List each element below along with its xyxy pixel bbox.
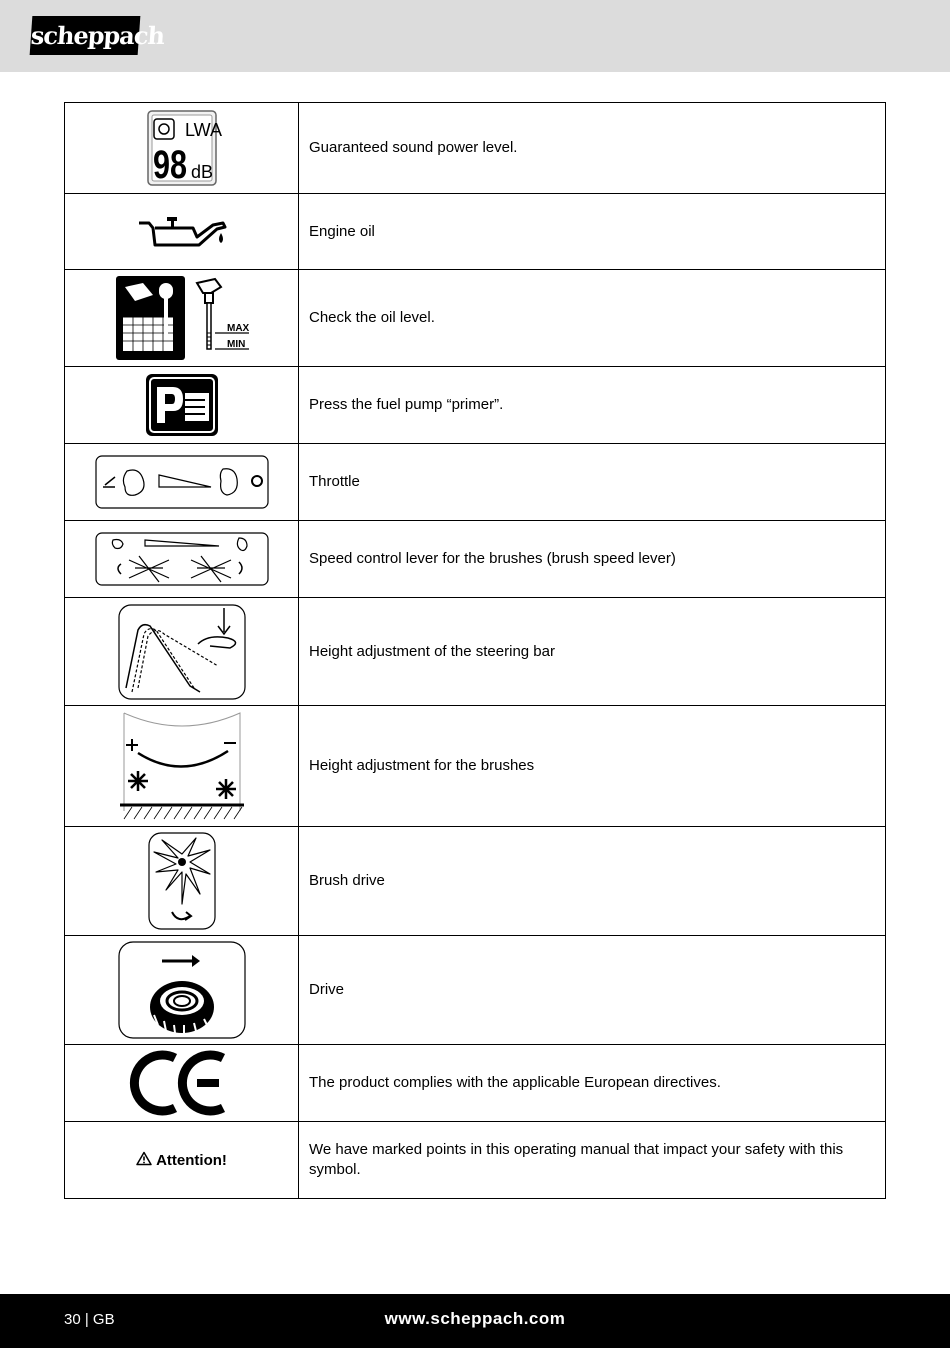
- page-number: 30 | GB: [64, 1311, 115, 1328]
- symbol-description: Engine oil: [299, 194, 886, 270]
- table-row: [65, 444, 886, 521]
- table-row: [65, 103, 886, 194]
- symbol-description: Press the fuel pump “primer”.: [299, 367, 886, 444]
- sound-unit: dB: [190, 162, 213, 182]
- table-row: [65, 936, 886, 1045]
- brush-drive-icon: [148, 832, 216, 930]
- table-row: [65, 367, 886, 444]
- steering-bar-height-icon: [118, 604, 246, 700]
- brush-speed-lever-icon: [95, 532, 269, 586]
- scheppach-logo: scheppach: [30, 16, 141, 55]
- symbol-description: The product complies with the applicable European directives.: [299, 1045, 886, 1122]
- sound-power-icon: [147, 110, 222, 187]
- throttle-icon: [95, 455, 269, 509]
- engine-oil-icon: [137, 215, 227, 249]
- symbol-description: Check the oil level.: [299, 270, 886, 367]
- lwa-label: LWA: [184, 120, 222, 140]
- symbol-description: Height adjustment of the steering bar: [299, 598, 886, 706]
- attention-label: [136, 1152, 227, 1169]
- table-row: [65, 1122, 886, 1199]
- website-link[interactable]: www.scheppach.com: [384, 1309, 566, 1328]
- page-footer: [0, 1294, 950, 1348]
- symbol-table: [64, 102, 886, 1199]
- brush-height-icon: [118, 711, 246, 821]
- sound-value: 98: [152, 143, 187, 187]
- symbol-description: We have marked points in this operating manual that impact your safety with this symbol.: [299, 1122, 886, 1199]
- oil-level-icon: [115, 275, 249, 361]
- symbol-description: Drive: [299, 936, 886, 1045]
- table-row: [65, 706, 886, 827]
- attention-text: Attention!: [156, 1151, 227, 1169]
- warning-triangle-icon: [136, 1151, 152, 1166]
- symbol-description: Throttle: [299, 444, 886, 521]
- table-row: [65, 598, 886, 706]
- table-row: [65, 521, 886, 598]
- symbol-description: Guaranteed sound power level.: [299, 103, 886, 194]
- min-label: MIN: [226, 339, 245, 350]
- primer-icon: [145, 373, 219, 437]
- table-row: [65, 1045, 886, 1122]
- symbol-description: Speed control lever for the brushes (brush speed lever): [299, 521, 886, 598]
- table-row: [65, 827, 886, 936]
- max-label: MAX: [226, 323, 249, 334]
- table-row: [65, 270, 886, 367]
- ce-mark-icon: [135, 1050, 229, 1116]
- table-row: [65, 194, 886, 270]
- page-header: [0, 0, 950, 72]
- drive-icon: [118, 941, 246, 1039]
- symbol-description: Brush drive: [299, 827, 886, 936]
- symbol-description: Height adjustment for the brushes: [299, 706, 886, 827]
